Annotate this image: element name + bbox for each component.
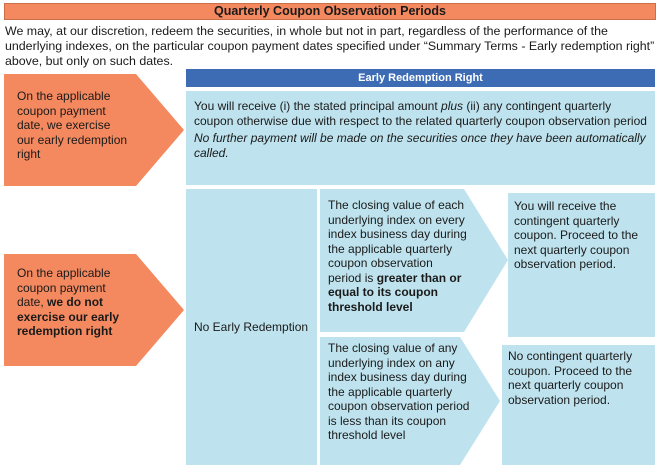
early-redemption-header: Early Redemption Right [186,69,655,87]
condition-ge-pre: The closing value of each underlying index on every index business day during the applicable quarterly coupon observation period is [328,198,467,285]
arrow-exercise-text: On the applicable coupon payment date, we exercise our early redemption right [17,89,128,161]
condition-lt-text: The closing value of any underlying index on any index business day during the applicable quarterly coupon observation period is less than its coupon threshold level [328,341,470,442]
intro-paragraph: We may, at our discretion, redeem the securities, in whole but not in part, regardless of the performance of the underlying indexes, on the particular coupon payment dates specified under “Summary Terms - Early redemption right” above, but only on such dates. [5,24,655,68]
line1-post: (ii) any contingent quarterly coupon otherwise due with respect to the related quarterly coupon observation period [194,99,647,128]
section-title: Quarterly Coupon Observation Periods [4,3,656,20]
arrow-no-exercise-bold: we do not exercise our early redemption right [17,295,120,338]
line1-pre: You will receive (i) the stated principal amount [194,99,438,113]
condition-ge-text [328,198,468,314]
line1-plus: plus [441,99,464,113]
early-redemption-line1 [194,99,647,128]
no-early-redemption-box [186,189,317,465]
no-early-redemption-label: No Early Redemption [194,319,309,334]
result-no-coupon-box [502,345,655,465]
result-coupon-text: You will receive the contingent quarterly coupon. Proceed to the next quarterly coupon observation period. [514,199,639,271]
result-coupon-box [508,193,655,337]
arrow-no-exercise-prefix: On the applicable coupon payment date, [17,266,111,309]
result-no-coupon-text: No contingent quarterly coupon. Proceed to the next quarterly coupon observation period. [508,349,633,407]
condition-ge-bold: greater than or equal to its coupon threshold level [328,270,462,314]
arrow-no-exercise-text [17,266,129,339]
early-redemption-box [186,91,655,185]
early-redemption-line2: No further payment will be made on the securities once they have been automatically called. [194,131,646,160]
